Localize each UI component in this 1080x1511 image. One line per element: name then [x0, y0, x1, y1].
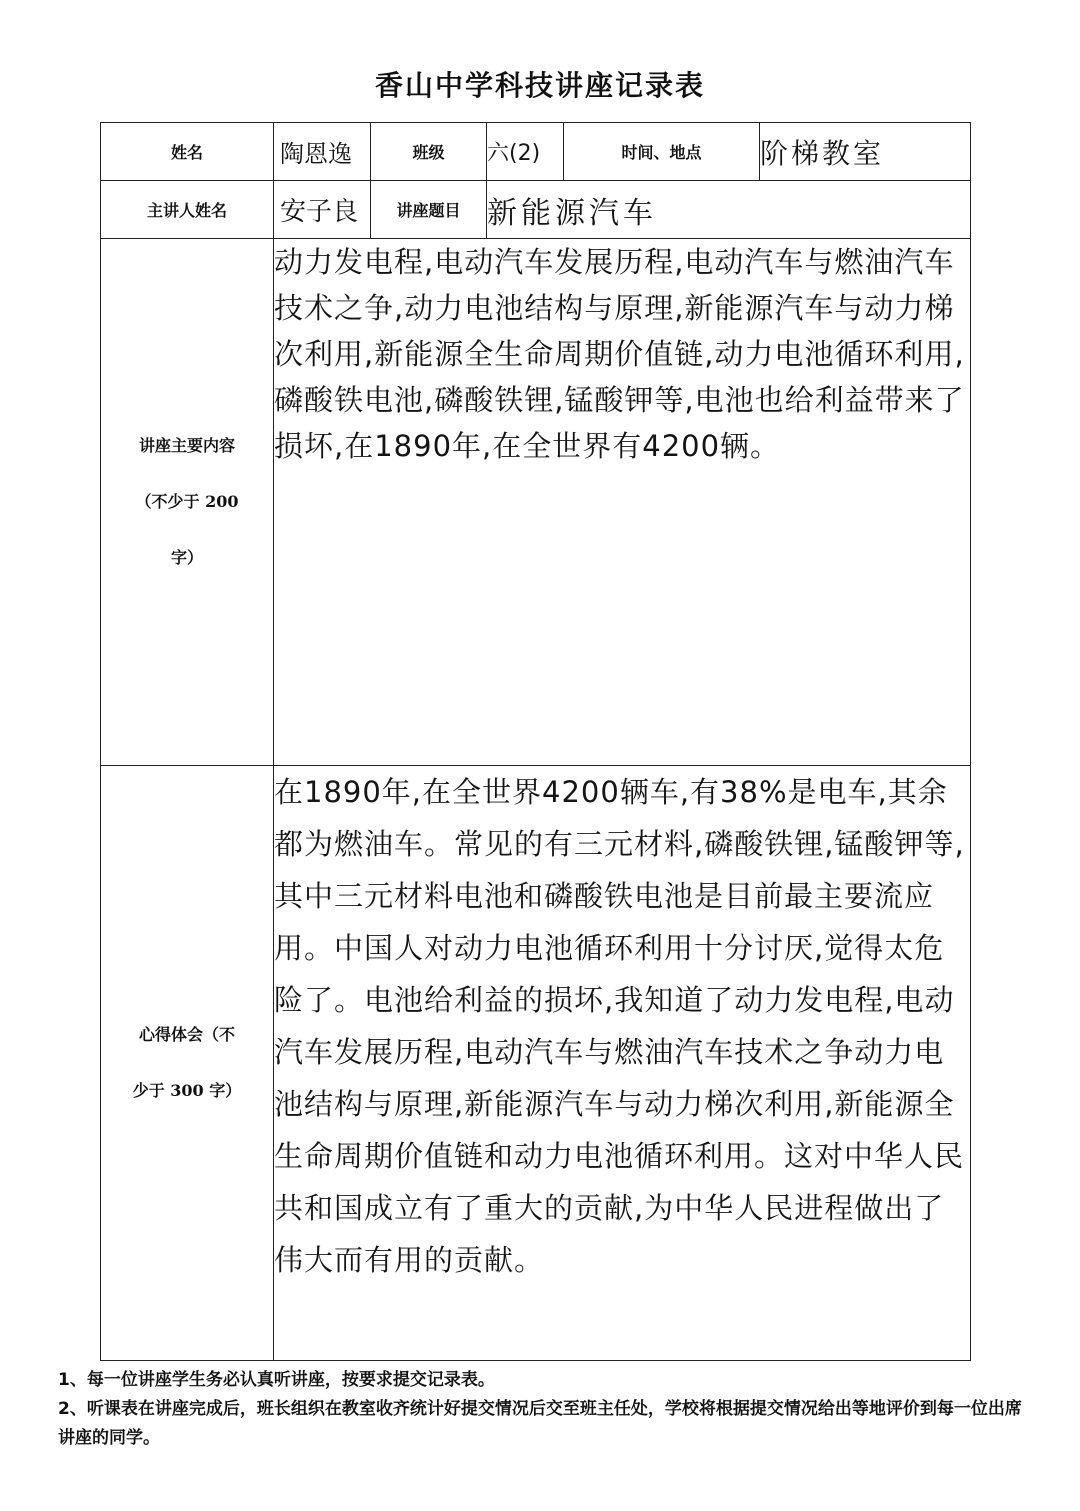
label-time-place: 时间、地点	[564, 123, 760, 181]
label-reflection-line1: 心得体会（不	[138, 1025, 235, 1044]
label-reflection	[101, 766, 274, 1361]
value-reflection: 在1890年,在全世界4200辆车,有38%是电车,其余都为燃油车。常见的有三元材料,磷酸铁锂,锰酸钾等,其中三元材料电池和磷酸铁电池是目前最主要流应用。中国人对动力电池循环利用十分讨厌,觉得太危险了。电池给利益的损坏,我知道了动力发电程,电动汽车发展历程,电动汽车与燃油汽车技术之争动力电池结构与原理,新能源汽车与动力梯次利用,新能源全生命周期价值链和动力电池循环利用。这对中华人民共和国成立有了重大的贡献,为中华人民进程做出了伟大而有用的贡献。	[274, 766, 971, 1361]
row-basic-info	[101, 123, 971, 181]
value-name: 陶恩逸	[274, 123, 371, 181]
row-content	[101, 239, 971, 766]
instructions	[58, 1366, 1028, 1453]
label-content-line2: （不少于 200	[135, 492, 239, 511]
label-speaker: 主讲人姓名	[101, 181, 274, 239]
instruction-2: 2、听课表在讲座完成后，班长组织在教室收齐统计好提交情况后交至班主任处，学校将根据提交情况给出等地评价到每一位出席讲座的同学。	[58, 1399, 1022, 1448]
label-reflection-line2: 少于 300 字）	[132, 1081, 242, 1100]
instruction-1: 1、每一位讲座学生务必认真听讲座，按要求提交记录表。	[58, 1370, 495, 1390]
value-content: 动力发电程,电动汽车发展历程,电动汽车与燃油汽车技术之争,动力电池结构与原理,新能源汽车与动力梯次利用,新能源全生命周期价值链,动力电池循环利用,磷酸铁电池,磷酸铁锂,锰酸钾等,电池也给利益带来了损坏,在1890年,在全世界有4200辆。	[274, 239, 971, 766]
form-title: 香山中学科技讲座记录表	[374, 69, 705, 102]
value-class: 六(2)	[487, 123, 564, 181]
label-class: 班级	[371, 123, 487, 181]
row-lecture-info	[101, 181, 971, 239]
label-topic: 讲座题目	[371, 181, 487, 239]
value-speaker: 安子良	[274, 181, 371, 239]
record-table	[100, 122, 971, 1361]
label-content-line3: 字）	[170, 548, 203, 567]
value-time-place: 阶梯教室	[760, 123, 971, 181]
label-content-line1: 讲座主要内容	[138, 436, 235, 455]
value-topic: 新能源汽车	[487, 181, 971, 239]
label-content	[101, 239, 274, 766]
label-name: 姓名	[101, 123, 274, 181]
row-reflection	[101, 766, 971, 1361]
